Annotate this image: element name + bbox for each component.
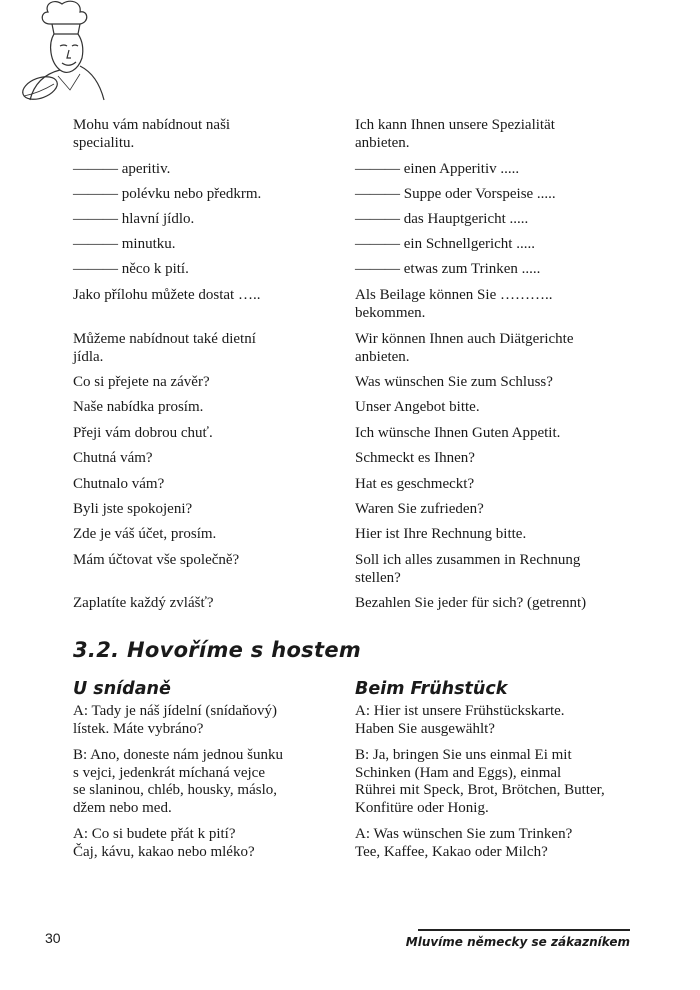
german-phrase: Was wünschen Sie zum Schluss? — [355, 374, 553, 390]
german-phrase: ——— etwas zum Trinken ..... — [355, 261, 541, 277]
german-phrase: Hier ist Ihre Rechnung bitte. — [355, 526, 527, 542]
german-paragraph: A: Hier ist unsere Frühstückskarte. Haben Sie ausgewählt? — [355, 703, 565, 737]
czech-phrase: Naše nabídka prosím. — [73, 399, 204, 415]
german-paragraph: B: Ja, bringen Sie uns einmal Ei mit Schinken (Ham and Eggs), einmal Rührei mit Speck, Brot, Brötchen, Butter, Konfitüre oder Honig. — [355, 747, 605, 816]
czech-phrase: ——— minutku. — [73, 236, 176, 252]
czech-phrase: Můžeme nabídnout také dietní jídla. — [73, 331, 256, 365]
czech-phrase: Chutnalo vám? — [73, 476, 165, 492]
czech-phrase: Co si přejete na závěr? — [73, 374, 210, 390]
czech-phrase: ——— hlavní jídlo. — [73, 211, 195, 227]
german-phrase: ——— einen Apperitiv ..... — [355, 161, 520, 177]
czech-phrase: Chutná vám? — [73, 450, 153, 466]
german-subheading: Beim Frühstück — [355, 679, 508, 699]
czech-phrase: Zde je váš účet, prosím. — [73, 526, 217, 542]
german-phrase: Wir können Ihnen auch Diätgerichte anbieten. — [355, 331, 574, 365]
page-number: 30 — [45, 930, 61, 946]
german-phrase: Unser Angebot bitte. — [355, 399, 480, 415]
section-title: 3.2. Hovoříme s hostem — [73, 638, 362, 662]
czech-phrase: ——— polévku nebo předkrm. — [73, 186, 262, 202]
german-phrase: ——— das Hauptgericht ..... — [355, 211, 529, 227]
czech-phrase: Zaplatíte každý zvlášť? — [73, 595, 214, 611]
german-phrase: ——— Suppe oder Vorspeise ..... — [355, 186, 556, 202]
czech-phrase: Jako přílohu můžete dostat ….. — [73, 287, 261, 303]
czech-phrase: ——— něco k pití. — [73, 261, 189, 277]
czech-phrase: Mohu vám nabídnout naši specialitu. — [73, 117, 231, 151]
czech-phrase: Přeji vám dobrou chuť. — [73, 425, 213, 441]
german-phrase: Als Beilage können Sie ……….. bekommen. — [355, 287, 553, 321]
german-phrase: Bezahlen Sie jeder für sich? (getrennt) — [355, 595, 587, 611]
german-phrase: Waren Sie zufrieden? — [355, 501, 484, 517]
czech-paragraph: A: Tady je náš jídelní (snídaňový) lístek. Máte vybráno? — [73, 703, 278, 737]
chef-illustration — [14, 0, 114, 105]
footer-rule — [418, 929, 630, 931]
czech-subheading: U snídaně — [73, 679, 171, 699]
czech-paragraph: B: Ano, doneste nám jednou šunku s vejci, jedenkrát míchaná vejce se slaninou, chléb, housky, máslo, džem nebo med. — [73, 747, 283, 816]
czech-paragraph: A: Co si budete přát k pití? Čaj, kávu, kakao nebo mléko? — [73, 826, 255, 860]
book-title: Mluvíme německy se zákazníkem — [405, 935, 630, 949]
german-paragraph: A: Was wünschen Sie zum Trinken? Tee, Kaffee, Kakao oder Milch? — [355, 826, 573, 860]
german-phrase: Hat es geschmeckt? — [355, 476, 475, 492]
czech-phrase: Mám účtovat vše společně? — [73, 552, 240, 568]
german-phrase: Soll ich alles zusammen in Rechnung stellen? — [355, 552, 581, 586]
czech-phrase: Byli jste spokojeni? — [73, 501, 193, 517]
german-phrase: ——— ein Schnellgericht ..... — [355, 236, 535, 252]
german-phrase: Schmeckt es Ihnen? — [355, 450, 475, 466]
german-phrase: Ich kann Ihnen unsere Spezialität anbieten. — [355, 117, 555, 151]
czech-phrase: ——— aperitiv. — [73, 161, 171, 177]
german-phrase: Ich wünsche Ihnen Guten Appetit. — [355, 425, 561, 441]
